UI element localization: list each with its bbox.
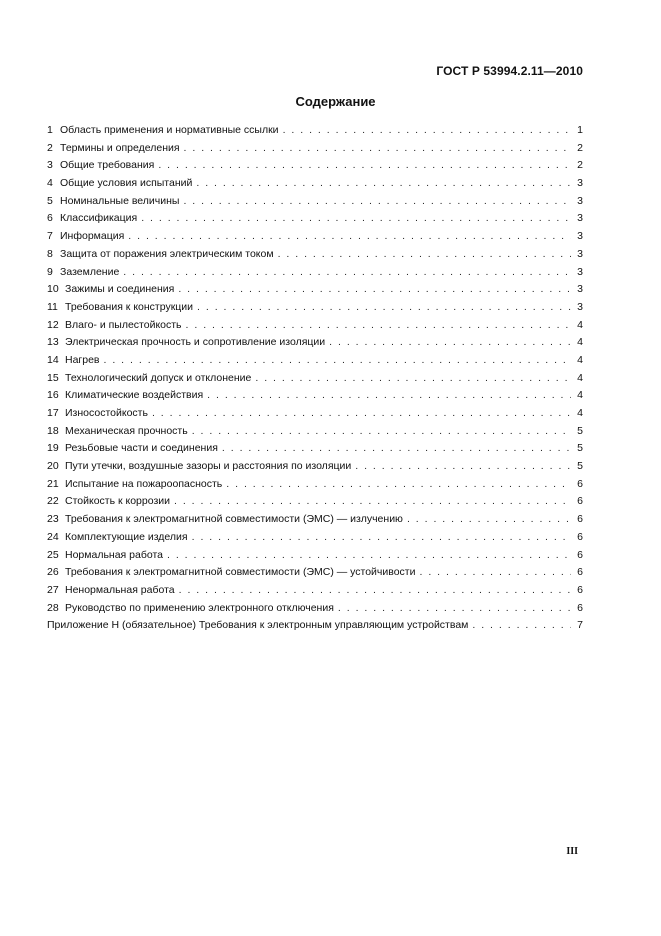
toc-entry[interactable] [47, 317, 583, 335]
page-title: Содержание [295, 94, 376, 109]
toc-entry-page: 4 [577, 389, 583, 402]
toc-entry-title: Комплектующие изделия [65, 530, 188, 543]
toc-dot-leader [192, 423, 571, 441]
toc-dot-leader [283, 122, 571, 140]
toc-entry-page: 6 [577, 548, 583, 561]
toc-entry[interactable] [47, 122, 583, 140]
toc-entry-number: 6 [47, 212, 53, 225]
toc-dot-leader [178, 281, 571, 299]
toc-dot-leader [355, 458, 571, 476]
toc-entry-number: 26 [47, 566, 59, 579]
toc-dot-leader [152, 405, 571, 423]
toc-entry-title: Требования к электромагнитной совместимости (ЭМС) — излучению [65, 513, 403, 526]
toc-dot-leader [174, 493, 571, 511]
toc-entry-page: 2 [577, 159, 583, 172]
toc-entry-number: 23 [47, 513, 59, 526]
table-of-contents [47, 122, 583, 635]
toc-entry-title: Классификация [60, 212, 138, 225]
toc-entry-title: Нормальная работа [65, 548, 163, 561]
toc-entry[interactable] [47, 405, 583, 423]
toc-entry-number: 8 [47, 247, 53, 260]
toc-entry-number: 21 [47, 477, 59, 490]
toc-dot-leader [186, 317, 571, 335]
toc-entry[interactable] [47, 228, 583, 246]
toc-entry-number: 5 [47, 194, 53, 207]
toc-dot-leader [207, 387, 571, 405]
toc-entry[interactable] [47, 352, 583, 370]
toc-dot-leader [179, 582, 571, 600]
toc-entry[interactable] [47, 511, 583, 529]
toc-entry[interactable] [47, 387, 583, 405]
toc-entry-title: Климатические воздействия [65, 389, 204, 402]
toc-entry-number: 25 [47, 548, 59, 561]
toc-entry-number: 4 [47, 177, 53, 190]
toc-dot-leader [141, 210, 571, 228]
toc-entry-title: Требования к электромагнитной совместимости (ЭМС) — устойчивости [65, 566, 416, 579]
toc-entry-page: 5 [577, 460, 583, 473]
toc-dot-leader [419, 564, 571, 582]
toc-dot-leader [407, 511, 571, 529]
toc-entry[interactable] [47, 582, 583, 600]
toc-entry-number: 14 [47, 353, 59, 366]
toc-dot-leader [167, 547, 571, 565]
toc-entry-number: 10 [47, 283, 59, 296]
toc-entry[interactable] [47, 157, 583, 175]
toc-entry-page: 2 [577, 141, 583, 154]
toc-entry-title: Стойкость к коррозии [65, 495, 170, 508]
toc-entry[interactable] [47, 529, 583, 547]
toc-dot-leader [197, 299, 571, 317]
page-number: III [566, 846, 578, 857]
toc-entry-page: 4 [577, 407, 583, 419]
toc-entry[interactable] [47, 617, 583, 635]
toc-entry-page: 6 [577, 601, 583, 614]
toc-entry-title: Ненормальная работа [65, 583, 175, 596]
toc-dot-leader [184, 140, 571, 158]
toc-entry-page: 4 [577, 318, 583, 331]
toc-entry-number: 15 [47, 371, 59, 384]
toc-entry-number: 13 [47, 336, 59, 349]
toc-entry-number: 18 [47, 424, 59, 437]
toc-entry-title: Электрическая прочность и сопротивление изоляции [65, 336, 326, 349]
toc-entry-number: 3 [47, 159, 53, 172]
toc-entry-number: 22 [47, 495, 59, 508]
toc-entry-title: Технологический допуск и отклонение [65, 371, 252, 384]
toc-entry-page: 6 [577, 566, 583, 579]
toc-entry[interactable] [47, 370, 583, 388]
toc-dot-leader [222, 440, 571, 458]
toc-entry-number: 28 [47, 601, 59, 614]
toc-dot-leader [472, 617, 571, 635]
toc-entry-page: 6 [577, 513, 583, 526]
toc-entry[interactable] [47, 140, 583, 158]
toc-entry-page: 6 [577, 583, 583, 596]
toc-entry-page: 5 [577, 442, 583, 455]
toc-entry-number: 16 [47, 389, 59, 402]
toc-dot-leader [255, 370, 571, 388]
toc-dot-leader [278, 246, 571, 264]
toc-entry[interactable] [47, 281, 583, 299]
standard-code: ГОСТ Р 53994.2.11—2010 [436, 64, 583, 78]
toc-entry[interactable] [47, 493, 583, 511]
toc-entry[interactable] [47, 458, 583, 476]
toc-entry-number: 17 [47, 407, 59, 419]
toc-entry[interactable] [47, 334, 583, 352]
toc-dot-leader [183, 193, 571, 211]
toc-entry-page: 6 [577, 495, 583, 508]
toc-entry-page: 4 [577, 353, 583, 366]
toc-entry-title: Износостойкость [65, 407, 148, 419]
toc-dot-leader [128, 228, 571, 246]
toc-dot-leader [226, 476, 571, 494]
toc-dot-leader [196, 175, 571, 193]
toc-entry-number: 27 [47, 583, 59, 596]
toc-entry-title: Резьбовые части и соединения [65, 442, 218, 455]
toc-entry-page: 3 [577, 230, 583, 243]
toc-entry-title: Защита от поражения электрическим током [60, 247, 274, 260]
toc-dot-leader [329, 334, 571, 352]
toc-entry-title: Требования к конструкции [65, 300, 194, 313]
toc-entry[interactable] [47, 210, 583, 228]
toc-entry-title: Приложение Н (обязательное) Требования к электронным управляющим устройствам [47, 619, 469, 632]
toc-entry-title: Заземление [60, 265, 120, 278]
toc-entry[interactable] [47, 193, 583, 211]
toc-entry-title: Общие требования [60, 159, 155, 172]
toc-entry-number: 7 [47, 230, 53, 243]
toc-entry-title: Зажимы и соединения [65, 283, 175, 296]
toc-entry-page: 7 [577, 619, 583, 632]
toc-entry-title: Термины и определения [60, 141, 180, 154]
toc-entry-page: 6 [577, 477, 583, 490]
toc-entry[interactable] [47, 299, 583, 317]
toc-entry[interactable] [47, 476, 583, 494]
toc-entry-page: 3 [577, 283, 583, 296]
toc-entry-title: Механическая прочность [65, 424, 188, 437]
toc-entry-page: 5 [577, 424, 583, 437]
toc-entry-page: 3 [577, 177, 583, 190]
toc-entry-number: 1 [47, 124, 53, 136]
toc-entry-number: 20 [47, 460, 59, 473]
toc-entry-page: 3 [577, 194, 583, 207]
toc-entry-page: 3 [577, 300, 583, 313]
toc-entry-page: 4 [577, 336, 583, 349]
toc-entry-title: Номинальные величины [60, 194, 180, 207]
toc-dot-leader [104, 352, 571, 370]
toc-entry[interactable] [47, 564, 583, 582]
toc-entry-page: 4 [577, 371, 583, 384]
toc-entry[interactable] [47, 440, 583, 458]
toc-entry[interactable] [47, 547, 583, 565]
toc-dot-leader [123, 264, 571, 282]
toc-dot-leader [158, 157, 571, 175]
toc-entry[interactable] [47, 264, 583, 282]
toc-entry-title: Информация [60, 230, 125, 243]
toc-dot-leader [338, 600, 571, 618]
toc-entry-page: 3 [577, 212, 583, 225]
toc-entry-title: Общие условия испытаний [60, 177, 193, 190]
toc-entry-number: 24 [47, 530, 59, 543]
toc-entry-page: 3 [577, 265, 583, 278]
toc-entry-page: 3 [577, 247, 583, 260]
toc-entry[interactable] [47, 175, 583, 193]
toc-entry-number: 19 [47, 442, 59, 455]
toc-dot-leader [192, 529, 571, 547]
toc-entry-title: Область применения и нормативные ссылки [60, 124, 279, 136]
toc-entry[interactable] [47, 600, 583, 618]
toc-entry-title: Нагрев [65, 353, 100, 366]
toc-entry-title: Руководство по применению электронного отключения [65, 601, 334, 614]
toc-entry-title: Влаго- и пылестойкость [65, 318, 182, 331]
toc-entry-number: 12 [47, 318, 59, 331]
toc-entry-number: 11 [47, 300, 58, 313]
toc-entry-page: 1 [577, 124, 583, 136]
toc-entry-number: 9 [47, 265, 53, 278]
toc-entry[interactable] [47, 246, 583, 264]
toc-entry[interactable] [47, 423, 583, 441]
toc-entry-page: 6 [577, 530, 583, 543]
toc-entry-title: Испытание на пожароопасность [65, 477, 223, 490]
toc-entry-title: Пути утечки, воздушные зазоры и расстояния по изоляции [65, 460, 352, 473]
toc-entry-number: 2 [47, 141, 53, 154]
